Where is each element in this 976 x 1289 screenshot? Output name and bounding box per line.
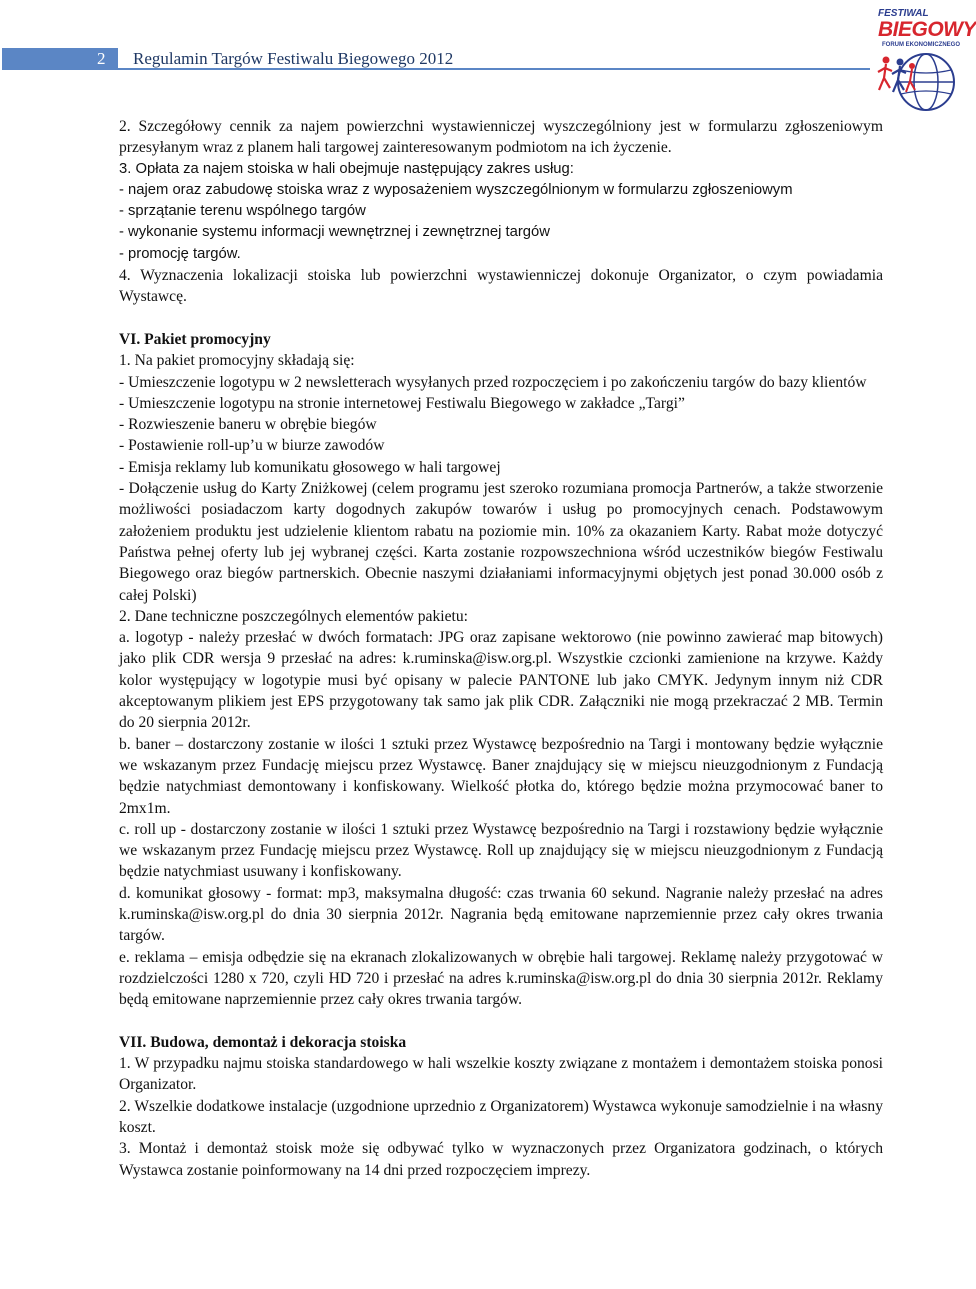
list-item: - promocję targów. [119,245,241,262]
page-header [0,44,870,72]
paragraph: b. baner – dostarczony zostanie w ilości 1 sztuki przez Wystawcę bezpośrednio na Targi i montowany będzie wyłącznie we wskazanym przez Fundację miejscu przez Wystawcę. Baner znajdujący się w miejscu nieuzgodnionym z Fundacją będzie natychmiast demontowany i konfiskowany. Wielkość płotka do, którego będzie można przymocować baner to 2mx1m. [119,735,883,817]
paragraph: a. logotyp - należy przesłać w dwóch formatach: JPG oraz zapisane wektorowo (nie powinno zawierać map bitowych) jako plik CDR wersja 9 przesłać na adres: k.ruminska@isw.org.pl. Wszystkie czcionki zamienione na krzywe. Każdy kolor występujący w logotypie musi być opisany w palecie PANTONE lub jako CMYK. Jedynym innym niż CDR akceptowanym plikiem jest EPS przygotowany tak samo jak plik CDR. Załączniki nie mogą przekraczać 2 MB. Termin do 20 sierpnia 2012r. [119,629,883,732]
page-number: 2 [2,48,118,70]
paragraph: 1. W przypadku najmu stoiska standardowego w hali wszelkie koszty związane z montażem i demontażem stoiska ponosi Organizator. [119,1055,883,1094]
festival-logo: FESTIWAL BIEGOWY FORUM EKONOMICZNEGO [872,6,956,116]
list-item: - Rozwieszenie baneru w obrębie biegów [119,416,377,434]
list-item: - wykonanie systemu informacji wewnętrznej i zewnętrznej targów [119,224,550,241]
list-item: - sprzątanie terenu wspólnego targów [119,203,366,220]
document-body [119,116,883,1181]
paragraph: 3. Opłata za najem stoiska w hali obejmuje następujący zakres usług: [119,160,574,177]
paragraph: 3. Montaż i demontaż stoisk może się odbywać tylko w wyznaczonych przez Organizatora godzinach, o których Wystawca zostanie poinformowany na 14 dni przed rozpoczęciem imprezy. [119,1140,883,1179]
section-heading: VI. Pakiet promocyjny [119,330,271,348]
list-item: - najem oraz zabudowę stoiska wraz z wyposażeniem wyszczególnionym w formularzu zgłoszeniowym [119,181,793,198]
paragraph: d. komunikat głosowy - format: mp3, maksymalna długość: czas trwania 60 sekund. Nagranie należy przesłać na adres k.ruminska@isw.org.pl do dnia 30 sierpnia 2012r. Nagrania będą emitowane naprzemiennie przez cały okres trwania targów. [119,884,883,945]
globe-runners-icon [876,50,956,116]
list-item: - Postawienie roll-up’u w biurze zawodów [119,437,385,455]
document-title: Regulamin Targów Festiwalu Biegowego 2012 [133,49,454,68]
paragraph: 2. Wszelkie dodatkowe instalacje (uzgodnione uprzednio z Organizatorem) Wystawca wykonuje samodzielnie i na własny koszt. [119,1097,883,1136]
list-item: - Dołączenie usług do Karty Zniżkowej (celem programu jest szeroko rozumiana promocja Partnerów, a także stworzenie możliwości posiadaczom karty dogodnych zakupów towarów i usług po promocyjnych cenach. Podstawowym założeniem produktu jest udzielenie klientom rabatu na poziomie min. 10% za okazaniem Karty. Rabat może dotyczyć Państwa pełnej oferty lub jej wybranej części. Karta zostanie rozpowszechniona wśród uczestników biegów Festiwalu Biegowego oraz biegów partnerskich. Obecnie naszymi działaniami informacyjnymi objętych jest ponad 30.000 osób z całej Polski) [119,480,883,604]
paragraph: 1. Na pakiet promocyjny składają się: [119,352,355,370]
paragraph: e. reklama – emisja odbędzie się na ekranach zlokalizowanych w obrębie hali targowej. Reklamę należy przygotować w rozdzielczości 1280 x 720, czyli HD 720 i przesłać na adres k.ruminska@isw.org.pl do dnia 30 sierpnia 2012r. Reklamy będą emitowane naprzemiennie przez cały okres trwania targów. [119,948,883,1009]
paragraph: 2. Szczegółowy cennik za najem powierzchni wystawienniczej wyszczególniony jest w formularzu zgłoszeniowym przesyłanym wraz z planem hali targowej zainteresowanym podmiotom na ich życzenie. [119,118,883,157]
paragraph: 4. Wyznaczenia lokalizacji stoiska lub powierzchni wystawienniczej dokonuje Organizator, o czym powiadamia Wystawcę. [119,267,883,306]
list-item: - Emisja reklamy lub komunikatu głosowego w hali targowej [119,458,501,476]
paragraph: c. roll up - dostarczony zostanie w ilości 1 sztuki przez Wystawcę bezpośrednio na Targi i rozstawiony będzie wyłącznie we wskazanym przez Fundację miejscu przez Wystawcę. Roll up znajdujący się w miejscu nieuzgodnionym z Fundacją będzie natychmiast usuwany i konfiskowany. [119,820,883,881]
paragraph: 2. Dane techniczne poszczególnych elementów pakietu: [119,607,468,625]
list-item: - Umieszczenie logotypu w 2 newsletterach wysyłanych przed rozpoczęciem i po zakończeniu targów do bazy klientów [119,373,867,391]
list-item: - Umieszczenie logotypu na stronie internetowej Festiwalu Biegowego w zakładce „Targi” [119,394,685,412]
section-heading: VII. Budowa, demontaż i dekoracja stoiska [119,1033,407,1051]
